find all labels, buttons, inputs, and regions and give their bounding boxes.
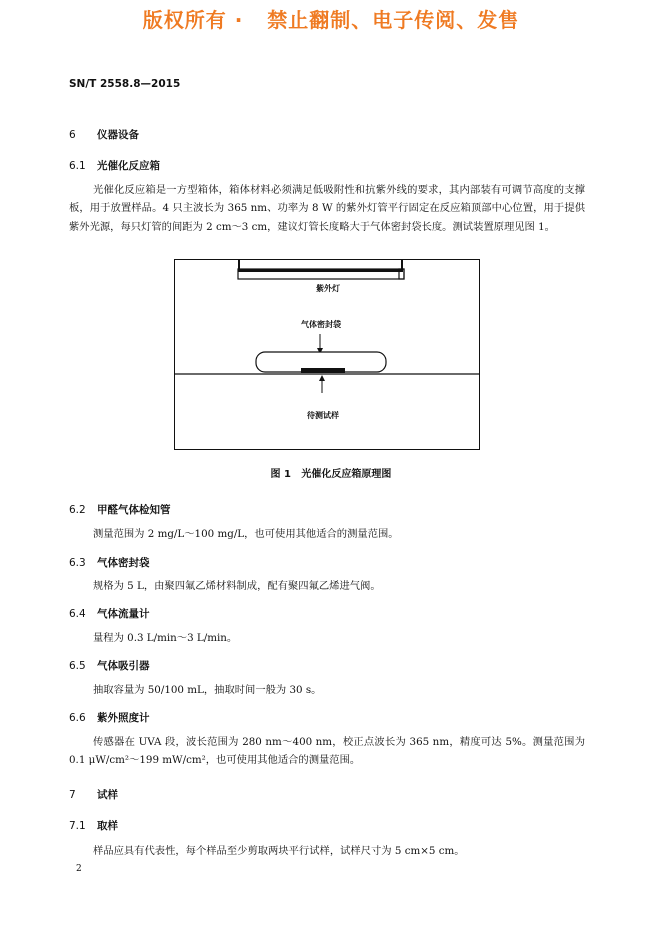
figure-1-caption: 图 1 光催化反应箱原理图 (270, 469, 392, 480)
section-title: 气体吸引器 (97, 660, 150, 672)
sample-piece (301, 368, 345, 373)
section-title: 取样 (97, 820, 118, 832)
section-6-3-text: 规格为 5 L，由聚四氟乙烯材料制成，配有聚四氟乙烯进气阀。 (93, 580, 381, 592)
section-6-3-heading (69, 555, 150, 570)
section-number: 6.6 (69, 712, 86, 724)
section-number: 7.1 (69, 820, 86, 832)
bag-label: 气体密封袋 (301, 320, 341, 329)
section-title: 紫外照度计 (97, 712, 150, 724)
section-title: 光催化反应箱 (97, 160, 160, 172)
section-6-1-text: 光催化反应箱是一方型箱体，箱体材料必须满足低吸附性和抗紫外线的要求，其内部装有可调节高度的支撑板，用于放置样品。4 只主波长为 365 nm、功率为 8 W 的紫外灯管平行固定在反应箱顶部中心位置，用于提供紫外光源，每只灯管的间距为 2 cm～3 cm，建议灯管长度略大于气体密封袋长度。测试装置原理见图 1。 (69, 184, 585, 233)
section-number: 6.5 (69, 660, 86, 672)
section-number: 7 (69, 789, 76, 801)
section-6-4-heading (69, 606, 150, 621)
page-number: 2 (76, 864, 82, 874)
section-number: 6.2 (69, 504, 86, 516)
section-6-5-text: 抽取容量为 50/100 mL，抽取时间一般为 30 s。 (93, 684, 322, 696)
section-6-2-heading (69, 502, 171, 517)
section-title: 仪器设备 (97, 129, 139, 141)
section-6-6-heading (69, 710, 150, 725)
section-6-6-text: 传感器在 UVA 段，波长范围为 280 nm～400 nm，校正点波长为 365 nm，精度可达 5%。测量范围为 0.1 μW/cm²～199 mW/cm²，也可使用其他适合的测量范围。 (69, 736, 585, 767)
sample-label: 待测试样 (307, 411, 339, 420)
section-7-heading (69, 787, 118, 802)
section-7-1-heading (69, 818, 118, 833)
section-6-heading (69, 127, 139, 142)
section-title: 试样 (97, 789, 118, 801)
section-title: 气体流量计 (97, 608, 150, 620)
section-6-5-heading (69, 658, 150, 673)
sample-arrow-head (319, 375, 325, 381)
document-number: SN/T 2558.8—2015 (69, 78, 181, 90)
figure-1-apparatus (174, 259, 480, 450)
section-6-2-text: 测量范围为 2 mg/L～100 mg/L，也可使用其他适合的测量范围。 (93, 528, 399, 540)
section-number: 6.1 (69, 160, 86, 172)
section-title: 甲醛气体检知管 (97, 504, 171, 516)
section-number: 6.3 (69, 557, 86, 569)
section-number: 6.4 (69, 608, 86, 620)
watermark: 版权所有 · 禁止翻制、电子传阅、发售 (142, 8, 520, 32)
section-6-4-text: 量程为 0.3 L/min～3 L/min。 (93, 632, 238, 644)
section-6-1-heading (69, 158, 160, 173)
lamp-label: 紫外灯 (316, 284, 340, 293)
section-7-1-text: 样品应具有代表性，每个样品至少剪取两块平行试样，试样尺寸为 5 cm×5 cm。 (93, 845, 465, 857)
section-number: 6 (69, 129, 76, 141)
section-title: 气体密封袋 (97, 557, 150, 569)
